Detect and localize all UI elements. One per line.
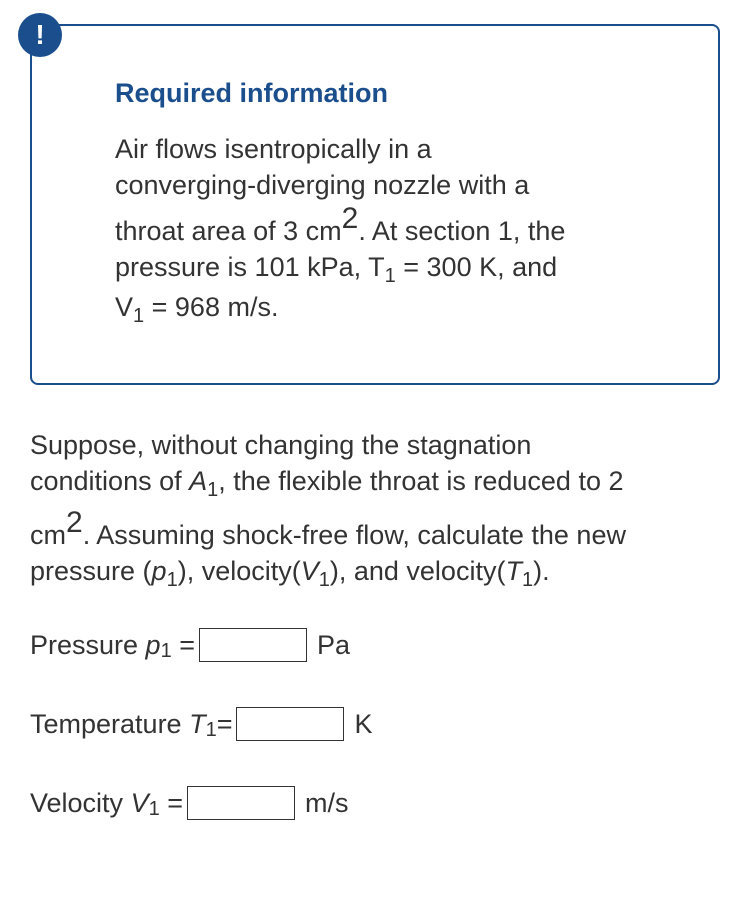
subscript: 1 [318, 569, 330, 591]
question-text-fragment: cm [30, 520, 66, 550]
pressure-equals: = [171, 629, 195, 660]
question-line [30, 553, 735, 589]
pressure-variable: p [145, 629, 161, 660]
temperature-equals: = [216, 708, 233, 739]
variable: V [300, 556, 319, 586]
temperature-field-row: Temperature T 1 = K [30, 708, 373, 741]
superscript: 2 [66, 506, 83, 539]
question-line [30, 463, 735, 499]
temperature-input[interactable] [236, 707, 344, 741]
info-title: Required information [115, 78, 389, 108]
pressure-unit: Pa [316, 629, 351, 660]
variable: A [189, 466, 208, 496]
info-line [115, 202, 675, 249]
question-text-fragment: pressure ( [30, 556, 152, 586]
subscript: 1 [133, 305, 145, 327]
question-text-fragment: , the flexible throat is reduced to 2 [218, 466, 624, 496]
question-text-fragment: ), and velocity( [329, 556, 506, 586]
temperature-variable: T [189, 708, 206, 739]
info-text-fragment: pressure is 101 kPa, T [115, 252, 385, 282]
velocity-equals: = [159, 787, 183, 818]
pressure-label: Pressure [30, 629, 146, 660]
velocity-variable: V [130, 787, 149, 818]
question-text-fragment: ), velocity( [177, 556, 301, 586]
subscript: 1 [207, 479, 219, 501]
question-line: Suppose, without changing the stagnation [30, 430, 532, 460]
question-line [30, 506, 735, 553]
info-line [115, 289, 675, 325]
subscript: 1 [166, 569, 178, 591]
variable: p [151, 556, 167, 586]
pressure-input[interactable] [199, 628, 307, 662]
info-line [115, 249, 675, 285]
info-text-fragment: . At section 1, the [358, 216, 566, 246]
question-text-fragment: . Assuming shock-free flow, calculate the new [82, 520, 626, 550]
velocity-label: Velocity [30, 787, 131, 818]
info-text-fragment: = 300 K, and [395, 252, 558, 282]
subscript: 1 [521, 569, 534, 591]
info-text-fragment: = 968 m/s. [144, 292, 279, 322]
pressure-field-row: Pressure p 1 = Pa [30, 629, 351, 662]
subscript: 1 [384, 265, 396, 287]
velocity-field-row: Velocity V 1 = m/s [30, 787, 349, 820]
superscript: 2 [341, 202, 359, 235]
alert-icon: ! [18, 13, 62, 57]
info-text-fragment: throat area of 3 cm [115, 216, 342, 246]
temperature-label: Temperature [30, 708, 190, 739]
velocity-input[interactable] [187, 786, 295, 820]
question-text [30, 427, 735, 589]
question-text-fragment: conditions of [30, 466, 190, 496]
info-text-fragment: V [115, 292, 134, 322]
variable: T [505, 556, 522, 586]
info-line: Air flows isentropically in a [115, 134, 432, 164]
info-text [115, 131, 675, 325]
info-line: converging-diverging nozzle with a [115, 170, 530, 200]
temperature-unit: K [354, 708, 373, 739]
velocity-unit: m/s [304, 787, 349, 818]
question-text-fragment: ). [533, 556, 550, 586]
